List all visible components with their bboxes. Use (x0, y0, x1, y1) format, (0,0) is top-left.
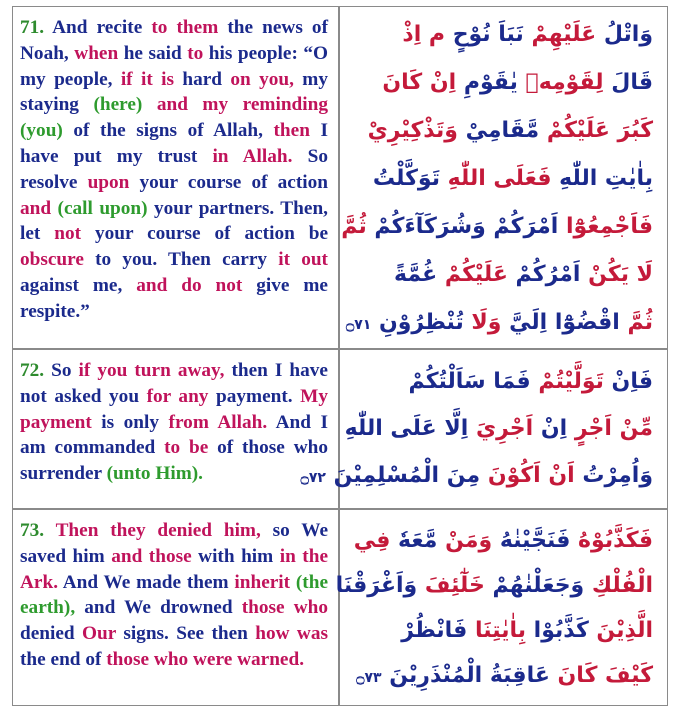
arabic-word: وَاتْلُ (596, 22, 653, 47)
arabic-word: وَاُمِرْتُ (574, 463, 653, 488)
english-phrase: from Allah. (168, 411, 268, 433)
arabic-word: فَنَجَّيْنٰهُ (492, 528, 571, 553)
arabic-word: تُنْظِرُوْنِ (371, 310, 464, 335)
english-phrase: those who were warned. (106, 648, 305, 670)
english-phrase: to (187, 42, 204, 64)
english-phrase: so We saved him (20, 520, 328, 567)
english-paragraph (20, 15, 328, 325)
english-phrase: your partners. Then, let (20, 197, 328, 245)
arabic-word: اَجْرِيَ (468, 416, 534, 441)
english-translation-cell (13, 350, 340, 508)
arabic-line (346, 358, 653, 405)
arabic-word: مَّقَامِيْ (457, 118, 540, 143)
arabic-line (341, 203, 653, 251)
arabic-word: كَذَّبُوْا (526, 618, 589, 643)
verse-number: 72. (20, 360, 45, 381)
arabic-word: وَجَعَلْنٰهُمْ (484, 573, 585, 598)
verse-row-73 (13, 510, 667, 705)
english-phrase: with him (191, 545, 280, 567)
arabic-line (346, 653, 653, 698)
arabic-word: م اِذْ (402, 22, 446, 47)
arabic-word: خَلٰٓئِفَ (417, 573, 485, 598)
english-phrase: to you. Then carry (83, 249, 279, 271)
arabic-word: اِنْ (533, 416, 568, 441)
arabic-line (346, 59, 653, 107)
english-phrase: if you turn away, (78, 360, 225, 381)
arabic-word: يٰقَوْمِ (456, 70, 518, 95)
english-phrase: of the signs of Allah, (62, 120, 274, 142)
english-phrase: (the earth), (20, 571, 328, 619)
arabic-word: بِاٰيٰتِنَا (467, 618, 526, 643)
english-phrase: payment. (208, 385, 301, 407)
english-phrase: And We made them (58, 571, 235, 593)
english-phrase: And recite (44, 17, 152, 38)
english-phrase: then I have not asked you (20, 360, 328, 407)
arabic-word: مِّنْ اَجْرٍ (567, 416, 653, 441)
arabic-line (346, 608, 653, 653)
english-phrase: his people: “O my people, (20, 42, 329, 90)
english-phrase: out (301, 249, 328, 271)
english-phrase: those (148, 545, 192, 567)
arabic-word: اقْضُوْٓا اِلَيَّ (501, 310, 620, 335)
english-phrase: if it is (120, 68, 174, 90)
english-phrase: my staying (20, 68, 329, 116)
english-phrase: in Allah. (212, 145, 293, 167)
ayah-number-marker: ۝٧٣ (356, 670, 382, 686)
verse-row-71 (13, 7, 667, 350)
english-phrase: denied (20, 623, 83, 645)
english-paragraph (20, 358, 328, 487)
english-phrase: your course of action (129, 171, 328, 193)
english-phrase: And I am commanded (20, 411, 328, 459)
arabic-line (346, 251, 653, 299)
arabic-word: مِنَ الْمُسْلِمِيْنَ (325, 463, 481, 488)
english-phrase: (you) (20, 120, 63, 142)
arabic-line (335, 563, 653, 608)
english-phrase: obscure (20, 249, 84, 271)
arabic-word: وَمَنْ (437, 528, 493, 553)
english-phrase: to them (151, 17, 219, 38)
english-phrase: and do not (136, 274, 243, 296)
arabic-word: وَلَا (463, 310, 502, 335)
english-translation-cell (13, 7, 340, 348)
english-phrase: upon (87, 171, 130, 193)
english-phrase: not (54, 223, 82, 245)
arabic-word: فَمَا سَاَلْتُكُمْ (408, 369, 531, 394)
arabic-word: بِاٰيٰتِ اللّٰهِ (551, 166, 653, 191)
arabic-line (346, 107, 653, 155)
english-phrase: to be (164, 437, 209, 459)
verse-number: 73. (20, 520, 45, 541)
english-phrase: those who (241, 597, 328, 619)
arabic-word: اِلَّا عَلَى اللّٰهِ (344, 416, 469, 441)
arabic-word: فِي (353, 528, 391, 553)
english-phrase: the news of Noah, (20, 17, 328, 64)
arabic-line (300, 452, 653, 499)
arabic-word: الْفُلْكِ (584, 573, 653, 598)
arabic-word: لَا يَكُنْ (580, 262, 653, 287)
english-phrase: of those who surrender (20, 437, 328, 485)
english-phrase: is only (91, 411, 169, 433)
arabic-line (346, 11, 653, 59)
arabic-word: لِقَوْمِهٖ (517, 70, 604, 95)
arabic-word: تَوَلَّيْتُمْ (530, 369, 604, 394)
english-phrase: in the Ark. (20, 545, 328, 593)
english-phrase: and my reminding (142, 94, 328, 116)
arabic-word: وَتَذْكِيْرِيْ (367, 118, 458, 143)
english-phrase: for any (146, 385, 209, 407)
arabic-word: ثُمَّ (341, 214, 367, 239)
english-phrase: signs. See then (115, 623, 256, 645)
verse-row-72 (13, 350, 667, 510)
english-phrase: on you, (230, 68, 294, 90)
ayah-number-marker: ۝٧٢ (300, 470, 326, 486)
arabic-word: الَّذِيْنَ (588, 618, 653, 643)
english-translation-cell (13, 510, 340, 705)
english-phrase: So resolve (20, 145, 328, 193)
english-phrase: and (20, 197, 52, 219)
arabic-word: قَالَ (603, 70, 653, 95)
english-phrase: I have put my trust (20, 120, 328, 167)
arabic-line (346, 299, 653, 347)
english-phrase: inherit (234, 571, 291, 593)
arabic-word: فَكَذَّبُوْهُ (570, 528, 653, 553)
arabic-word: نَبَاَ نُوْحٍ (445, 22, 524, 47)
english-phrase: and (111, 545, 143, 567)
arabic-word: فَاَجْمِعُوْٓا (558, 214, 653, 239)
english-phrase: it (278, 249, 290, 271)
arabic-word: مَّعَهٗ (390, 528, 438, 553)
english-phrase: So (44, 360, 79, 381)
arabic-text-cell (340, 7, 667, 348)
arabic-text-cell (300, 350, 667, 508)
arabic-word: كَيْفَ كَانَ (549, 663, 653, 688)
ayah-number-marker: ۝٧١ (346, 317, 372, 333)
english-phrase: hard (173, 68, 231, 90)
arabic-word: عَلَيْكُمْ (437, 262, 508, 287)
english-phrase: My payment (20, 385, 328, 433)
arabic-word: اَمْرَكُمْ وَشُرَكَآءَكُمْ (366, 214, 559, 239)
arabic-word: عَلَيْهِمْ (523, 22, 597, 47)
arabic-word: تَوَكَّلْتُ (372, 166, 440, 191)
english-phrase: give me respite.” (20, 274, 328, 322)
arabic-word: اِنْ كَانَ (382, 70, 457, 95)
english-phrase: your course of action be (81, 223, 329, 245)
arabic-text-cell (335, 510, 667, 705)
english-phrase: against me, (20, 274, 137, 296)
english-paragraph (20, 518, 328, 673)
arabic-word: فَانْظُرْ (401, 618, 468, 643)
arabic-word: فَعَلَى اللّٰهِ (439, 166, 552, 191)
verse-number: 71. (20, 17, 45, 38)
arabic-word: اَمْرُكُمْ (507, 262, 581, 287)
arabic-line (346, 518, 653, 563)
english-phrase: (call upon) (57, 197, 148, 219)
english-phrase: (here) (93, 94, 143, 116)
verse-table (12, 6, 668, 706)
english-phrase: the end of (20, 648, 107, 670)
arabic-word: كَبُرَ عَلَيْكُمْ (539, 118, 653, 143)
english-phrase: he said (118, 42, 188, 64)
english-phrase: Then they denied him, (44, 520, 261, 541)
arabic-word: عَاقِبَةُ الْمُنْذَرِيْنَ (381, 663, 550, 688)
english-phrase: Our (82, 623, 116, 645)
arabic-word: اَنْ اَكُوْنَ (480, 463, 575, 488)
english-phrase: (unto Him). (106, 463, 203, 485)
arabic-word: ثُمَّ (619, 310, 653, 335)
english-phrase: and We drowned (75, 597, 242, 619)
arabic-word: وَاَغْرَقْنَا (335, 573, 418, 598)
arabic-word: فَاِنْ (603, 369, 653, 394)
english-phrase: when (74, 42, 119, 64)
arabic-line (346, 155, 653, 203)
english-phrase (290, 249, 301, 270)
arabic-line (346, 405, 653, 452)
arabic-word: غُمَّةً (394, 262, 438, 287)
english-phrase: how was (255, 623, 328, 645)
english-phrase: then (273, 120, 310, 142)
